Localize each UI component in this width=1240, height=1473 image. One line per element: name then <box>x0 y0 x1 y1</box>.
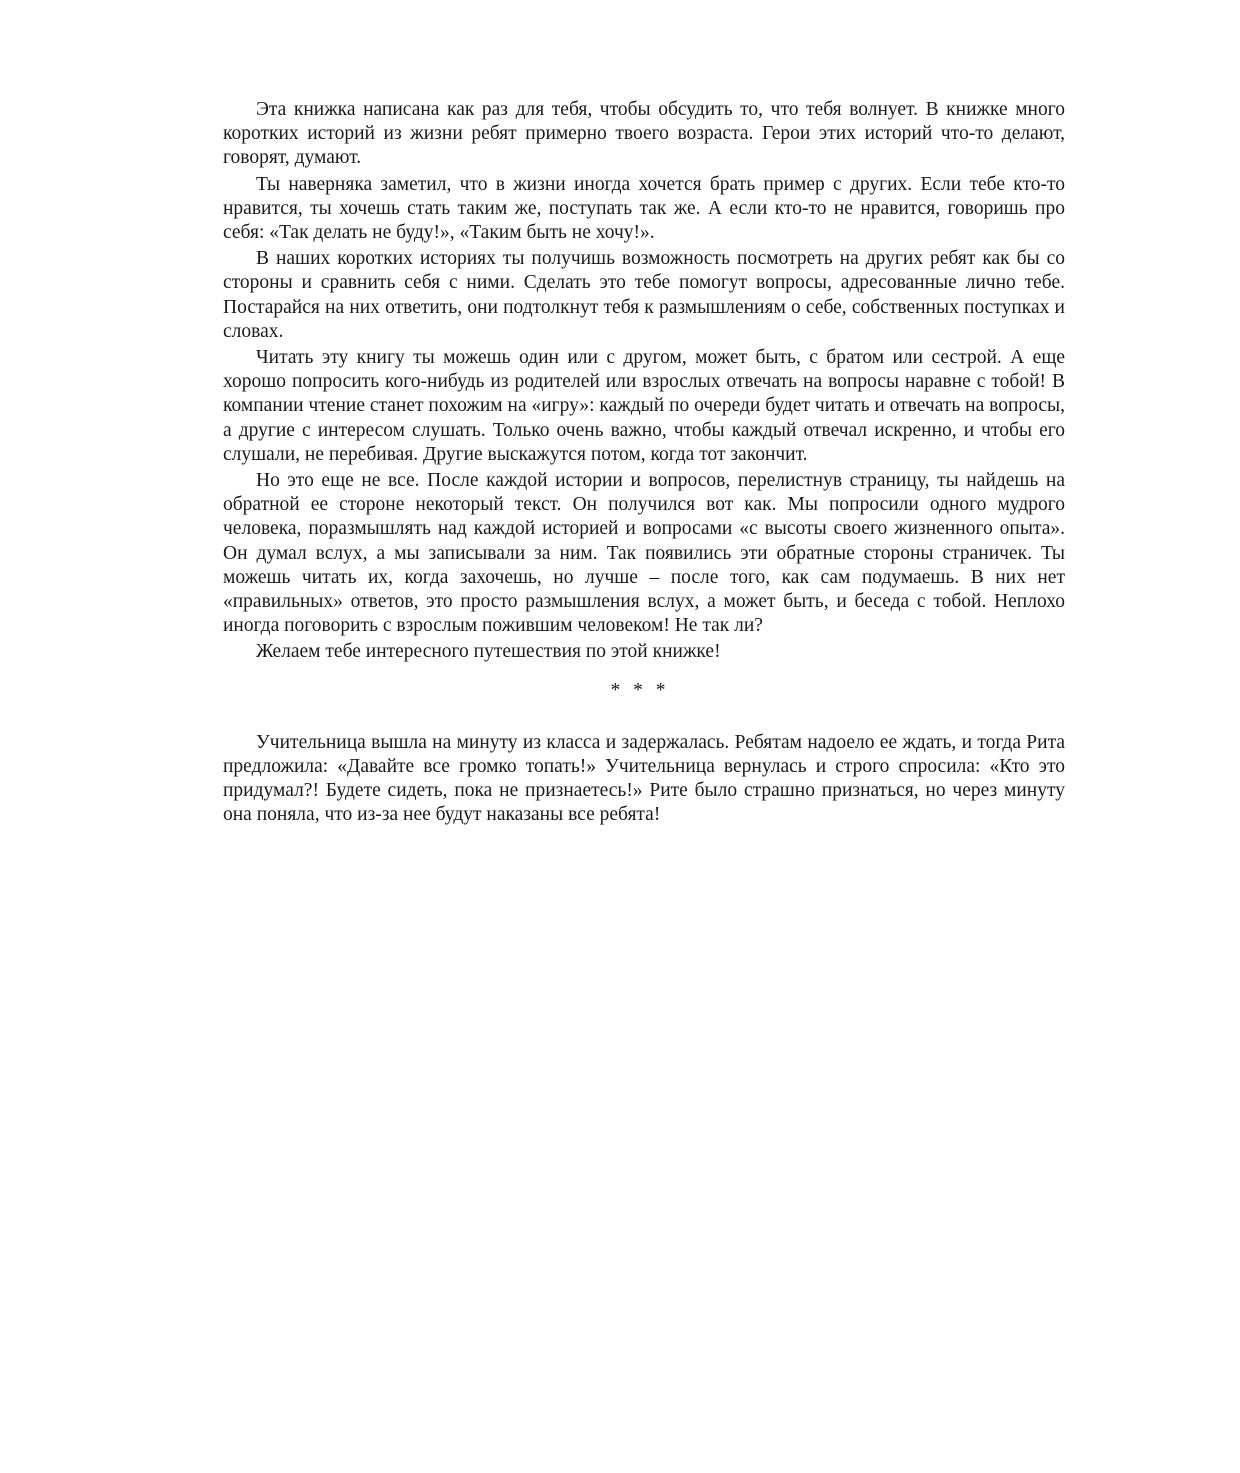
intro-paragraph: Эта книжка написана как раз для тебя, чтобы обсудить то, что тебя волнует. В книжке много коротких историй из жизни ребят примерно твоего возраста. Герои этих историй что-то делают, говорят, думают. <box>223 99 1065 169</box>
intro-paragraph: В наших коротких историях ты получишь возможность посмотреть на других ребят как бы со стороны и сравнить себя с ними. Сделать это тебе помогут вопросы, адресованные лично тебе. Постарайся на них ответить, они подтолкнут тебя к размышлениям о себе, собственных поступках и словах. <box>223 248 1065 342</box>
separator-asterisks: * * * <box>610 679 670 701</box>
intro-paragraph: Желаем тебе интересного путешествия по этой книжке! <box>256 641 721 663</box>
intro-paragraph: Ты наверняка заметил, что в жизни иногда хочется брать пример с других. Если тебе кто-то нравится, ты хочешь стать таким же, поступать так же. А если кто-то не нравится, говоришь про себя: «Так делать не буду!», «Таким быть не хочу!». <box>223 173 1065 244</box>
story-paragraph: Учительница вышла на минуту из класса и задержалась. Ребятам надоело ее ждать, и тогда Рита предложила: «Давайте все громко топать!» Учительница вернулась и строго спросила: «Кто это придумал?! Будете сидеть, пока не признаетесь!» Рите было страшно признаться, но через минуту она поняла, что из-за нее будут наказаны все ребята! <box>223 731 1065 826</box>
intro-paragraph: Читать эту книгу ты можешь один или с другом, может быть, с братом или сестрой. А еще хорошо попросить кого-нибудь из родителей или взрослых отвечать на вопросы наравне с тобой! В компании чтение станет похожим на «игру»: каждый по очереди будет читать и отвечать на вопросы, а другие с интересом слушать. Только очень важно, чтобы каждый отвечал искренно, и чтобы его слушали, не перебивая. Другие выскажутся потом, когда тот закончит. <box>223 347 1066 465</box>
intro-paragraph: Но это еще не все. После каждой истории и вопросов, перелистнув страницу, ты найдешь на обратной ее стороне некоторый текст. Он получился вот как. Мы попросили одного мудрого человека, поразмышлять над каждой историей и вопросами «с высоты своего жизненного опыта». Он думал вслух, а мы записывали за ним. Так появились эти обратные стороны страничек. Ты можешь читать их, когда захочешь, но лучше – после того, как сам подумаешь. В них нет «правильных» ответов, это просто размышления вслух, а может быть, и беседа с тобой. Неплохо иногда поговорить с взрослым пожившим человеком! Не так ли? <box>223 470 1065 637</box>
document-page <box>223 98 1065 830</box>
section-separator <box>223 679 1065 703</box>
